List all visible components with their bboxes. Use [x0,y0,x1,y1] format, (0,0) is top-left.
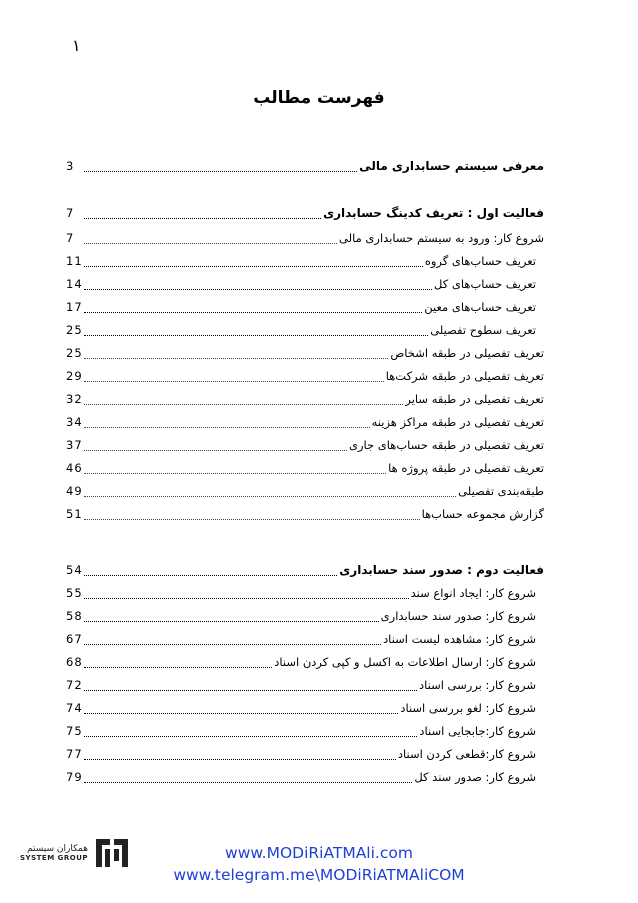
toc-entry-page: 25 [66,323,83,337]
toc-entry-label: شروع کار: ورود به سیستم حسابداری مالی [339,231,544,245]
toc-entry[interactable] [66,461,544,479]
toc-dot-leader [84,403,403,405]
toc-entry-label: تعریف حساب‌های گروه [424,254,536,268]
toc-entry[interactable] [66,655,544,673]
toc-entry-page: 55 [66,586,83,600]
toc-entry-page: 51 [66,507,83,521]
toc-entry-label: تعریف حساب‌های کل [434,277,536,291]
toc-entry[interactable] [66,724,544,742]
toc-dot-leader [84,170,357,172]
logo-english-name: SYSTEM GROUP [20,854,89,862]
toc-entry-page: 17 [66,300,83,314]
toc-entry-page: 14 [66,277,83,291]
toc-entry[interactable] [66,323,544,341]
toc-entry-label: شروع کار: بررسی اسناد [418,678,536,692]
toc-entry-label: تعریف تفصیلی در طبقه سایر [405,392,544,406]
toc-entry-page: 25 [66,346,83,360]
toc-entry[interactable] [66,231,544,249]
toc-entry-page: 79 [66,770,83,784]
toc-dot-leader [84,334,428,336]
toc-entry[interactable] [66,701,544,719]
toc-dot-leader [84,449,347,451]
toc-dot-leader [84,620,379,622]
toc-entry[interactable] [66,159,544,177]
toc-dot-leader [84,242,337,244]
toc-entry-page: 77 [66,747,83,761]
toc-dot-leader [84,472,386,474]
toc-entry-label: تعریف سطوح تفصیلی [430,323,536,337]
toc-entry-page: 7 [66,206,75,220]
toc-dot-leader [84,666,272,668]
toc-dot-leader [84,217,321,219]
toc-entry[interactable] [66,277,544,295]
toc-dot-leader [84,758,396,760]
toc-dot-leader [84,781,412,783]
toc-entry-page: 7 [66,231,75,245]
toc-entry[interactable] [66,507,544,525]
toc-title: فهرست مطالب [253,88,385,108]
toc-entry[interactable] [66,586,544,604]
logo-persian-name: همکاران سیستم [27,844,89,854]
toc-entry-label: شروع کار: صدور سند کل [414,770,536,784]
toc-entry-label: شروع کار: لغو بررسی اسناد [400,701,536,715]
telegram-link[interactable]: www.telegram.me\MODiRiATMAliCOM [173,866,465,884]
toc-entry-page: 32 [66,392,83,406]
toc-entry[interactable] [66,300,544,318]
toc-entry[interactable] [66,392,544,410]
toc-entry-label: طبقه‌بندی تفصیلی [458,484,544,498]
toc-entry-page: 54 [66,563,83,577]
toc-entry-label: شروع کار: ارسال اطلاعات به اکسل و کپی کردن اسناد [274,655,536,669]
toc-dot-leader [84,712,398,714]
footer-links [0,842,638,886]
toc-entry-label: تعریف تفصیلی در طبقه پروژه ها [388,461,544,475]
toc-entry-label: شروع کار: صدور سند حسابداری [380,609,536,623]
toc-dot-leader [84,265,423,267]
toc-entry[interactable] [66,438,544,456]
toc-entry[interactable] [66,632,544,650]
toc-entry-label: تعریف حساب‌های معین [424,300,536,314]
toc-entry[interactable] [66,484,544,502]
toc-entry-page: 75 [66,724,83,738]
toc-dot-leader [84,735,417,737]
toc-entry-page: 72 [66,678,83,692]
toc-entry-page: 11 [66,254,83,268]
toc-dot-leader [84,518,420,520]
toc-entry-page: 34 [66,415,83,429]
toc-entry-label: تعریف تفصیلی در طبقه اشخاص [390,346,544,360]
toc-entry[interactable] [66,678,544,696]
toc-entry-page: 49 [66,484,83,498]
toc-dot-leader [84,426,370,428]
toc-entry-page: 37 [66,438,83,452]
toc-entry[interactable] [66,346,544,364]
toc-dot-leader [84,311,422,313]
toc-entry-label: تعریف تفصیلی در طبقه حساب‌های جاری [348,438,544,452]
toc-dot-leader [84,380,384,382]
toc-entry[interactable] [66,563,544,581]
toc-entry[interactable] [66,770,544,788]
toc-entry[interactable] [66,369,544,387]
toc-entry-label: شروع کار:جابجایی اسناد [419,724,536,738]
toc-entry-label: شروع کار: مشاهده لیست اسناد [383,632,536,646]
toc-dot-leader [84,495,456,497]
toc-entry-page: 68 [66,655,83,669]
toc-entry[interactable] [66,254,544,272]
toc-entry-page: 3 [66,159,75,173]
toc-dot-leader [84,689,417,691]
page-number: ١ [72,36,81,55]
toc-entry-page: 74 [66,701,83,715]
toc-entry-label: فعالیت اول : تعریف کدینگ حسابداری [323,206,544,220]
website-link[interactable]: www.MODiRiATMAli.com [225,844,413,862]
toc-entry-label: معرفی سیستم حسابداری مالی [359,159,544,173]
toc-entry-page: 46 [66,461,83,475]
toc-entry[interactable] [66,206,544,224]
toc-entry-page: 29 [66,369,83,383]
toc-entry[interactable] [66,747,544,765]
toc-dot-leader [84,288,432,290]
toc-dot-leader [84,597,409,599]
toc-entry-label: گزارش مجموعه حساب‌ها [421,507,544,521]
toc-dot-leader [84,574,337,576]
toc-entry-page: 58 [66,609,83,623]
toc-entry[interactable] [66,609,544,627]
toc-dot-leader [84,357,388,359]
toc-entry[interactable] [66,415,544,433]
toc-entry-label: فعالیت دوم : صدور سند حسابداری [339,563,544,577]
toc-entry-label: تعریف تفصیلی در طبقه مراکز هزینه [371,415,544,429]
toc-entry-page: 67 [66,632,83,646]
toc-dot-leader [84,643,381,645]
toc-entry-label: شروع کار: ایجاد انواع سند [410,586,536,600]
toc-entry-label: شروع کار:قطعی کردن اسناد [397,747,536,761]
toc-entry-label: تعریف تفصیلی در طبقه شرکت‌ها [385,369,544,383]
